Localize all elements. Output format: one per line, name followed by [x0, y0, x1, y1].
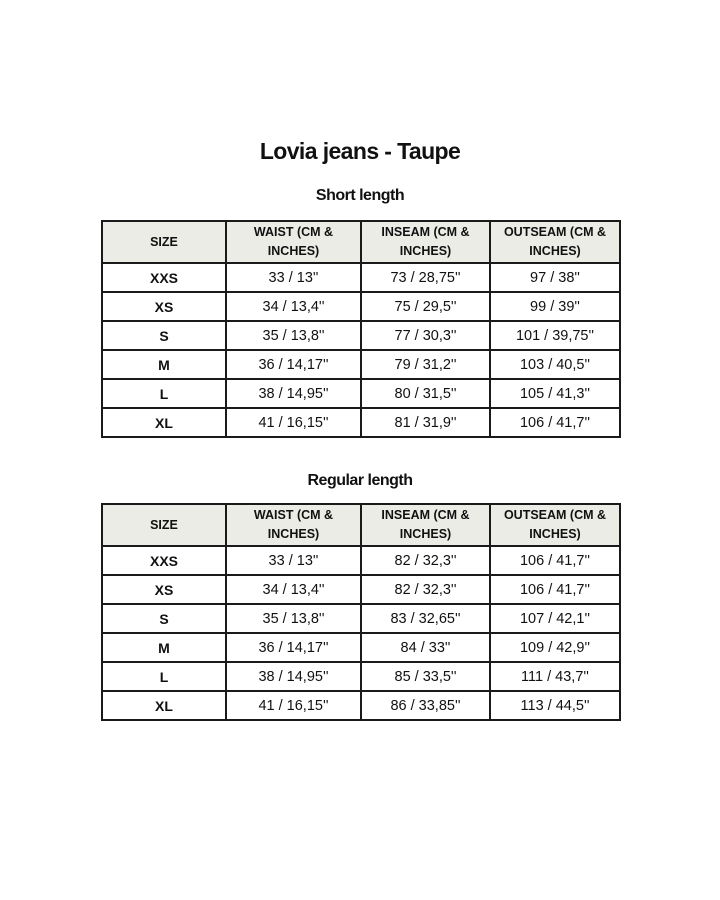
waist-cell: 33 / 13'': [226, 263, 361, 292]
outseam-cell: 99 / 39'': [490, 292, 620, 321]
table-header-row: [102, 504, 620, 546]
inseam-cell: 86 / 33,85'': [361, 691, 490, 720]
table-row: [102, 350, 620, 379]
outseam-cell: 106 / 41,7'': [490, 408, 620, 437]
outseam-cell: 97 / 38'': [490, 263, 620, 292]
size-cell: XXS: [102, 263, 226, 292]
size-cell: XS: [102, 292, 226, 321]
inseam-cell: 81 / 31,9'': [361, 408, 490, 437]
table-row: [102, 691, 620, 720]
table-row: [102, 408, 620, 437]
size-cell: S: [102, 604, 226, 633]
outseam-cell: 109 / 42,9'': [490, 633, 620, 662]
table-row: [102, 662, 620, 691]
outseam-cell: 103 / 40,5'': [490, 350, 620, 379]
table-header-row: [102, 221, 620, 263]
table-row: [102, 292, 620, 321]
outseam-cell: 106 / 41,7'': [490, 546, 620, 575]
size-cell: M: [102, 350, 226, 379]
waist-cell: 36 / 14,17'': [226, 633, 361, 662]
page-title: Lovia jeans - Taupe: [259, 138, 461, 164]
waist-cell: 34 / 13,4'': [226, 575, 361, 604]
table-row: [102, 379, 620, 408]
table-row: [102, 546, 620, 575]
waist-cell: 38 / 14,95'': [226, 379, 361, 408]
size-cell: XS: [102, 575, 226, 604]
size-cell: S: [102, 321, 226, 350]
waist-cell: 35 / 13,8'': [226, 604, 361, 633]
inseam-cell: 75 / 29,5'': [361, 292, 490, 321]
inseam-cell: 77 / 30,3'': [361, 321, 490, 350]
inseam-cell: 85 / 33,5'': [361, 662, 490, 691]
waist-cell: 34 / 13,4'': [226, 292, 361, 321]
waist-cell: 33 / 13'': [226, 546, 361, 575]
outseam-cell: 101 / 39,75'': [490, 321, 620, 350]
inseam-cell: 82 / 32,3'': [361, 546, 490, 575]
table-row: [102, 604, 620, 633]
table-row: [102, 263, 620, 292]
waist-cell: 38 / 14,95'': [226, 662, 361, 691]
waist-cell: 35 / 13,8'': [226, 321, 361, 350]
waist-cell: 36 / 14,17'': [226, 350, 361, 379]
inseam-cell: 83 / 32,65'': [361, 604, 490, 633]
waist-cell: 41 / 16,15'': [226, 691, 361, 720]
header-size: SIZE: [102, 221, 226, 263]
header-outseam: OUTSEAM (CM & INCHES): [490, 221, 620, 263]
outseam-cell: 113 / 44,5'': [490, 691, 620, 720]
size-cell: XL: [102, 408, 226, 437]
waist-cell: 41 / 16,15'': [226, 408, 361, 437]
header-waist: WAIST (CM & INCHES): [226, 504, 361, 546]
regular-length-table: [101, 503, 621, 721]
size-cell: XXS: [102, 546, 226, 575]
short-length-table: [101, 220, 621, 438]
outseam-cell: 106 / 41,7'': [490, 575, 620, 604]
regular-length-heading: Regular length: [307, 472, 413, 489]
outseam-cell: 105 / 41,3'': [490, 379, 620, 408]
inseam-cell: 79 / 31,2'': [361, 350, 490, 379]
header-waist: WAIST (CM & INCHES): [226, 221, 361, 263]
inseam-cell: 73 / 28,75'': [361, 263, 490, 292]
size-cell: XL: [102, 691, 226, 720]
outseam-cell: 111 / 43,7'': [490, 662, 620, 691]
outseam-cell: 107 / 42,1'': [490, 604, 620, 633]
size-cell: L: [102, 379, 226, 408]
table-row: [102, 321, 620, 350]
header-inseam: INSEAM (CM & INCHES): [361, 504, 490, 546]
header-outseam: OUTSEAM (CM & INCHES): [490, 504, 620, 546]
table-row: [102, 633, 620, 662]
inseam-cell: 82 / 32,3'': [361, 575, 490, 604]
short-length-heading: Short length: [315, 187, 405, 204]
header-size: SIZE: [102, 504, 226, 546]
size-cell: L: [102, 662, 226, 691]
inseam-cell: 84 / 33'': [361, 633, 490, 662]
inseam-cell: 80 / 31,5'': [361, 379, 490, 408]
header-inseam: INSEAM (CM & INCHES): [361, 221, 490, 263]
size-cell: M: [102, 633, 226, 662]
table-row: [102, 575, 620, 604]
